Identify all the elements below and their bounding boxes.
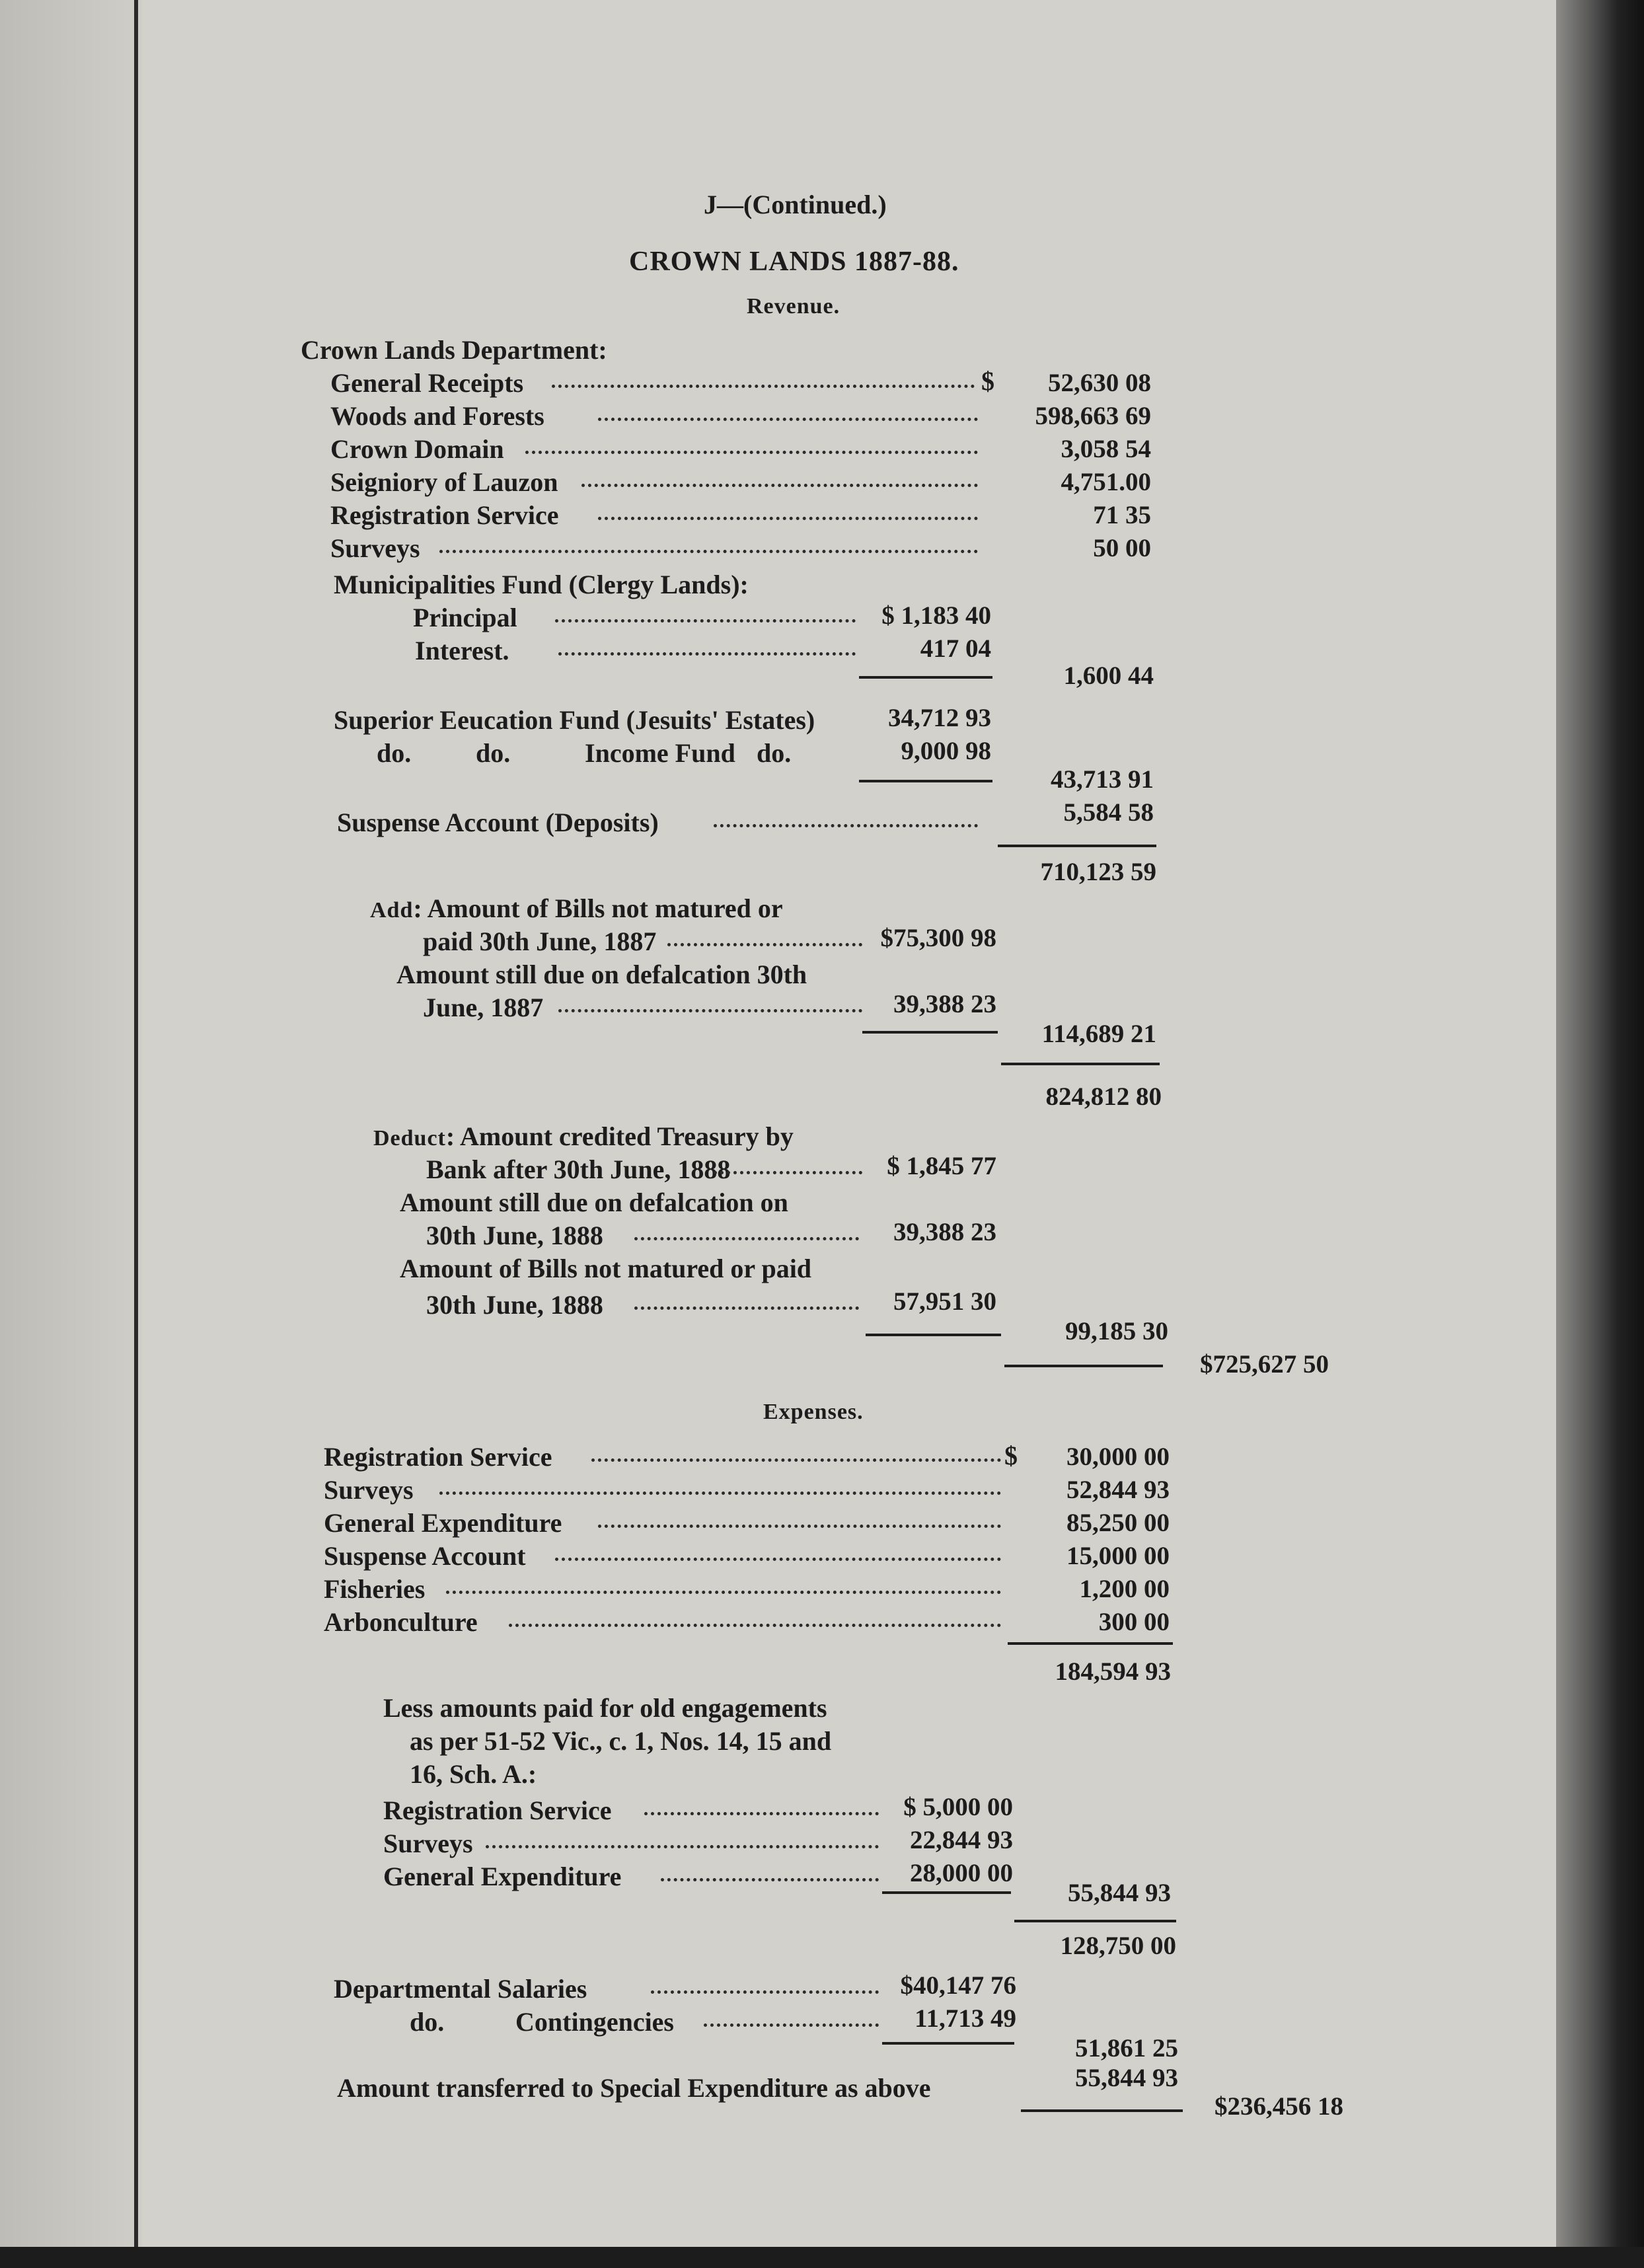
deduct-line: Amount of Bills not matured or paid [400, 1254, 812, 1283]
expense-line-label: Fisheries [324, 1574, 426, 1604]
leader-dots [555, 1558, 1001, 1561]
departmental-salaries-amount: $40,147 76 [900, 1971, 1016, 2000]
revenue-line-amount: 71 35 [1093, 501, 1151, 529]
ditto-mark: do. [377, 738, 412, 768]
bottom-shadow [0, 2247, 1644, 2268]
add-defalcation-amount: 39,388 23 [893, 990, 996, 1018]
expenses-subtotal-2: 128,750 00 [1060, 1932, 1176, 1960]
expense-line-amount: 30,000 00 [1066, 1443, 1170, 1471]
expense-line-amount: 52,844 93 [1066, 1476, 1170, 1504]
revenue-line-label: Registration Service [330, 500, 559, 530]
expenses-subtotal: 184,594 93 [1055, 1657, 1171, 1686]
revenue-line-amount: 598,663 69 [1035, 402, 1151, 430]
section-heading: J—(Continued.) [704, 190, 887, 219]
superior-education-amount: 34,712 93 [888, 704, 991, 732]
deduct-total: 99,185 30 [1065, 1317, 1168, 1345]
leader-dots [552, 385, 975, 388]
suspense-account-label: Suspense Account (Deposits) [337, 808, 659, 837]
deduct-bills-amount: 57,951 30 [893, 1287, 996, 1316]
contingencies-label: Contingencies [515, 2007, 674, 2037]
add-line: June, 1887 [423, 993, 544, 1022]
principal-amount: $ 1,183 40 [881, 601, 991, 630]
leader-dots [439, 1492, 1001, 1495]
subtotal-rule [882, 2042, 1014, 2045]
expense-line-label: Arbonculture [324, 1607, 478, 1637]
add-prefix: Add [370, 898, 414, 923]
leader-dots [598, 418, 978, 421]
subtotal-rule [862, 1031, 998, 1034]
leader-dots [598, 1525, 1001, 1528]
leader-dots [555, 619, 856, 623]
revenue-line-label: Surveys [330, 533, 420, 563]
leader-dots [634, 1306, 859, 1310]
revenue-subtotal: 710,123 59 [1040, 858, 1156, 886]
salaries-total: 51,861 25 [1075, 2034, 1178, 2062]
less-line-label: General Expenditure [383, 1862, 622, 1891]
interest-amount: 417 04 [920, 634, 991, 663]
expense-line-amount: 85,250 00 [1066, 1509, 1170, 1537]
deduct-line: Amount still due on defalcation on [400, 1188, 788, 1217]
less-line-label: Surveys [383, 1829, 473, 1858]
deduct-line: 30th June, 1888 [426, 1290, 603, 1320]
income-fund-label: Income Fund [585, 738, 735, 768]
subtotal-rule [866, 1334, 1001, 1336]
add-bills-amount: $75,300 98 [880, 924, 996, 952]
leader-dots [714, 824, 978, 827]
leader-dots [704, 2023, 879, 2027]
leader-dots [525, 451, 978, 454]
revenue-line-label: General Receipts [330, 368, 524, 398]
currency-sign: $ [981, 366, 994, 396]
subtotal-rule [859, 676, 992, 679]
add-line: Amount still due on defalcation 30th [396, 960, 807, 989]
ditto-mark: do. [757, 738, 792, 768]
less-total: 55,844 93 [1068, 1879, 1171, 1907]
transfer-label: Amount transferred to Special Expenditure as above [337, 2073, 931, 2103]
deduct-defalcation-amount: 39,388 23 [893, 1218, 996, 1246]
deduct-line: : Amount credited Treasury by [445, 1121, 794, 1151]
revenue-line-amount: 3,058 54 [1061, 435, 1151, 463]
expense-line-label: Suspense Account [324, 1541, 526, 1571]
leader-dots [591, 1458, 1001, 1462]
expense-line-label: General Expenditure [324, 1508, 562, 1538]
subtotal-rule [1001, 1063, 1160, 1065]
leader-dots [558, 652, 856, 656]
add-line: : Amount of Bills not matured or [413, 893, 783, 923]
leader-dots [509, 1624, 1001, 1627]
less-line-amount: 22,844 93 [910, 1826, 1013, 1854]
page-gutter [0, 0, 142, 2268]
add-line: paid 30th June, 1887 [423, 926, 657, 956]
expenses-grand-total: $236,456 18 [1214, 2092, 1343, 2121]
leader-dots [486, 1845, 879, 1848]
revenue-heading: Revenue. [747, 294, 841, 319]
revenue-line-amount: 50 00 [1093, 534, 1151, 562]
expenses-heading: Expenses. [763, 1400, 864, 1424]
book-binding-edge [1556, 0, 1644, 2268]
leader-dots [634, 1237, 859, 1240]
expense-line-label: Registration Service [324, 1442, 552, 1472]
leader-dots [581, 484, 978, 487]
subtotal-rule [882, 1891, 1011, 1894]
add-total: 114,689 21 [1041, 1020, 1156, 1048]
less-amounts-line: as per 51-52 Vic., c. 1, Nos. 14, 15 and [410, 1726, 832, 1756]
interest-label: Interest. [415, 636, 509, 665]
total-rule [1021, 2109, 1183, 2112]
less-line-amount: $ 5,000 00 [903, 1793, 1013, 1821]
leader-dots [644, 1812, 879, 1815]
superior-education-fund-label: Superior Eeucation Fund (Jesuits' Estates) [334, 705, 815, 735]
income-fund-amount: 9,000 98 [901, 737, 991, 765]
subtotal-rule [859, 780, 992, 782]
leader-dots [446, 1591, 1001, 1594]
revenue-subtotal-2: 824,812 80 [1045, 1082, 1162, 1111]
municipalities-fund-label: Municipalities Fund (Clergy Lands): [334, 570, 749, 599]
deduct-bank-amount: $ 1,845 77 [887, 1152, 996, 1180]
revenue-line-label: Crown Domain [330, 434, 504, 464]
expense-line-amount: 300 00 [1098, 1608, 1170, 1636]
page-title: CROWN LANDS 1887-88. [629, 246, 959, 277]
less-line-amount: 28,000 00 [910, 1859, 1013, 1887]
revenue-line-amount: 52,630 08 [1048, 369, 1151, 397]
subtotal-rule [1008, 1642, 1173, 1645]
leader-dots [439, 550, 978, 553]
revenue-line-amount: 4,751.00 [1061, 468, 1151, 496]
leader-dots [598, 517, 978, 520]
ditto-mark: do. [410, 2007, 445, 2037]
leader-dots [651, 1990, 879, 1994]
ditto-mark: do. [476, 738, 511, 768]
revenue-line-label: Seigniory of Lauzon [330, 467, 558, 497]
expense-line-amount: 15,000 00 [1066, 1542, 1170, 1570]
expense-line-label: Surveys [324, 1475, 414, 1505]
less-amounts-line: 16, Sch. A.: [410, 1759, 537, 1789]
less-amounts-line: Less amounts paid for old engagements [383, 1693, 827, 1723]
less-line-label: Registration Service [383, 1796, 612, 1825]
deduct-prefix: Deduct [373, 1126, 446, 1151]
municipalities-total: 1,600 44 [1063, 662, 1154, 690]
crown-lands-department-label: Crown Lands Department: [301, 335, 607, 365]
suspense-account-amount: 5,584 58 [1063, 798, 1154, 827]
leader-dots [667, 943, 862, 946]
subtotal-rule [998, 845, 1156, 847]
leader-dots [714, 1171, 862, 1174]
leader-dots [558, 1009, 862, 1012]
currency-sign: $ [1004, 1441, 1018, 1470]
expense-line-amount: 1,200 00 [1079, 1575, 1170, 1603]
leader-dots [661, 1878, 879, 1881]
transfer-amount: 55,844 93 [1075, 2064, 1178, 2092]
deduct-line: Bank after 30th June, 1888 [426, 1154, 731, 1184]
total-rule [1004, 1365, 1163, 1367]
page-fold-line [134, 0, 138, 2268]
deduct-line: 30th June, 1888 [426, 1221, 603, 1250]
departmental-salaries-label: Departmental Salaries [334, 1974, 587, 2004]
superior-education-total: 43,713 91 [1051, 765, 1154, 794]
principal-label: Principal [413, 603, 517, 632]
revenue-line-label: Woods and Forests [330, 401, 544, 431]
subtotal-rule [1014, 1920, 1176, 1922]
contingencies-amount: 11,713 49 [915, 2004, 1016, 2033]
revenue-grand-total: $725,627 50 [1200, 1350, 1329, 1379]
